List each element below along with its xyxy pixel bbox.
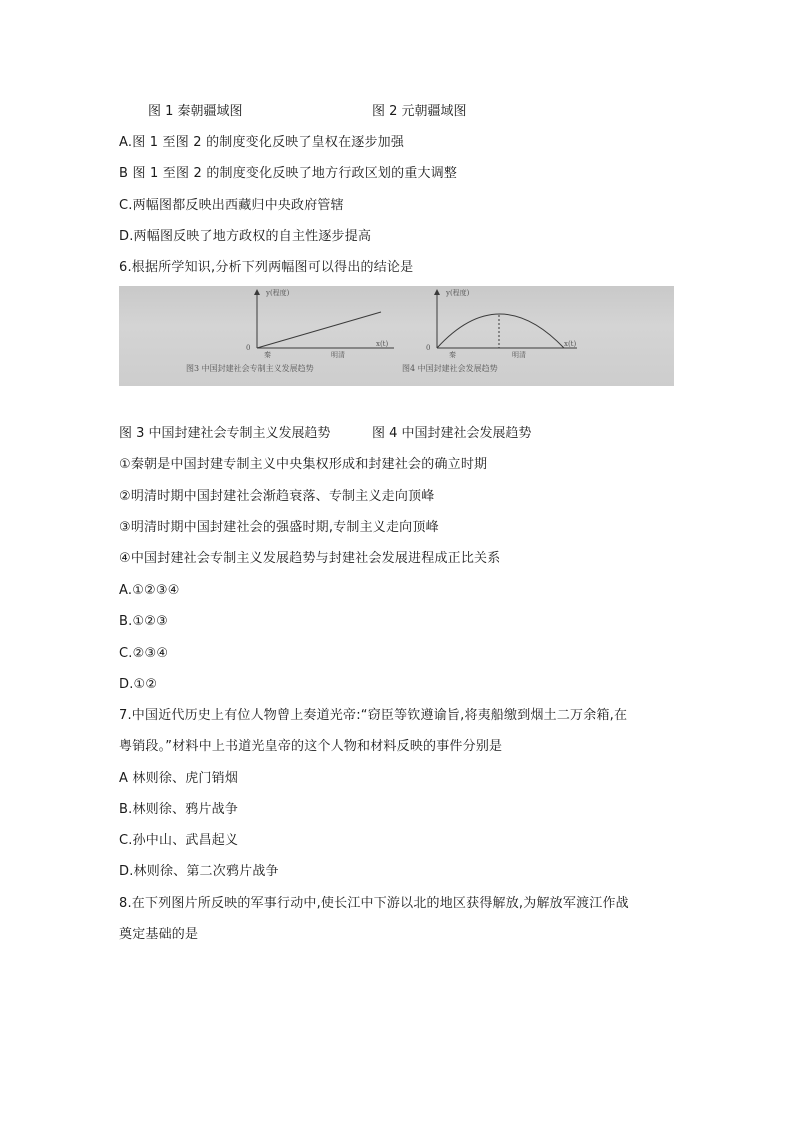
graph4	[402, 288, 577, 373]
graph3-ylabel: y(程度)	[266, 289, 290, 297]
q6-statement-1: ①秦朝是中国封建专制主义中央集权形成和封建社会的确立时期	[119, 457, 488, 472]
q6-option-a: A.①②③④	[119, 583, 180, 598]
fig3-caption: 图 3 中国封建社会专制主义发展趋势	[119, 426, 331, 441]
q6-statement-3: ③明清时期中国封建社会的强盛时期,专制主义走向顶峰	[119, 520, 439, 535]
graph4-origin: 0	[426, 344, 431, 352]
fig2-caption: 图 2 元朝疆域图	[372, 104, 467, 119]
q6-statement-2: ②明清时期中国封建社会渐趋衰落、专制主义走向顶峰	[119, 489, 435, 504]
graph4-y-arrow	[434, 289, 440, 295]
q7-option-c: C.孙中山、武昌起义	[119, 833, 239, 848]
q6-statement-4: ④中国封建社会专制主义发展趋势与封建社会发展进程成正比关系	[119, 551, 501, 566]
q6-graphs-svg	[119, 286, 674, 386]
graph3-y-arrow	[254, 289, 260, 295]
fig4-caption: 图 4 中国封建社会发展趋势	[372, 426, 532, 441]
q5-option-c: C.两幅图都反映出西藏归中央政府管辖	[119, 198, 344, 213]
graph4-caption: 图4 中国封建社会发展趋势	[402, 364, 498, 373]
q5-option-a: A.图 1 至图 2 的制度变化反映了皇权在逐步加强	[119, 135, 405, 150]
q6-graphs-photo	[119, 286, 674, 386]
q8-stem-line1: 8.在下列图片所反映的军事行动中,使长江中下游以北的地区获得解放,为解放军渡江作战	[119, 896, 629, 911]
graph3-tick-mingqing: 明清	[331, 351, 345, 359]
graph4-curve	[437, 314, 564, 348]
graph3-tick-qin: 秦	[264, 351, 271, 359]
q7-option-b: B.林则徐、鸦片战争	[119, 802, 239, 817]
q5-option-b: B 图 1 至图 2 的制度变化反映了地方行政区划的重大调整	[119, 166, 458, 181]
q7-option-a: A 林则徐、虎门销烟	[119, 771, 239, 786]
q7-stem-line2: 粤销段。”材料中上书道光皇帝的这个人物和材料反映的事件分别是	[119, 739, 503, 754]
graph3-caption: 图3 中国封建社会专制主义发展趋势	[186, 364, 314, 373]
q6-option-b: B.①②③	[119, 614, 169, 629]
graph4-tick-qin: 秦	[449, 351, 456, 359]
q5-option-d: D.两幅图反映了地方政权的自主性逐步提高	[119, 229, 372, 244]
graph4-tick-mingqing: 明清	[512, 351, 526, 359]
q6-option-c: C.②③④	[119, 646, 169, 661]
graph3-trend-line	[257, 312, 381, 348]
graph3	[186, 288, 394, 373]
q7-stem-line1: 7.中国近代历史上有位人物曾上奏道光帝:“窃臣等钦遵谕旨,将夷船缴到烟土二万余箱,在	[119, 708, 628, 723]
graph4-ylabel: y(程度)	[446, 289, 470, 297]
graph3-xlabel: x(t)	[376, 340, 389, 348]
graph4-xlabel: x(t)	[564, 340, 577, 348]
graph3-origin: 0	[246, 344, 251, 352]
q8-stem-line2: 奠定基础的是	[119, 927, 199, 942]
q6-stem: 6.根据所学知识,分析下列两幅图可以得出的结论是	[119, 260, 414, 275]
q6-option-d: D.①②	[119, 677, 158, 692]
q7-option-d: D.林则徐、第二次鸦片战争	[119, 864, 279, 879]
fig1-caption: 图 1 秦朝疆域图	[148, 104, 243, 119]
